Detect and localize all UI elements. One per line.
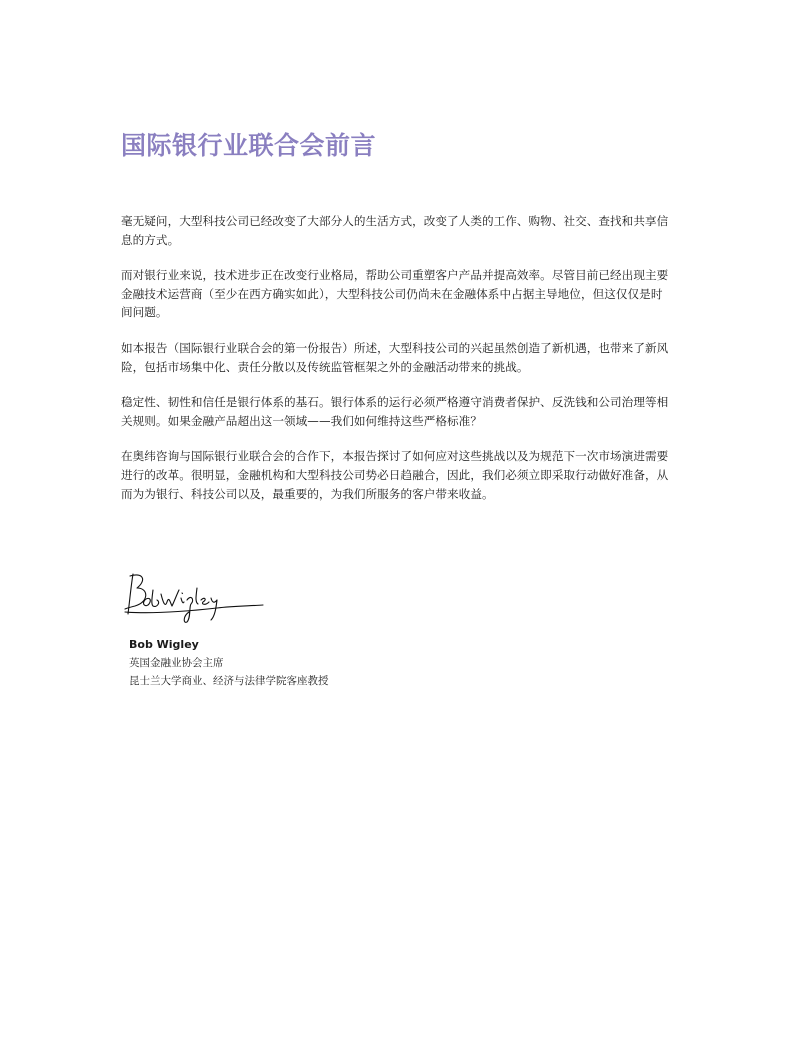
paragraph-5: 在奥纬咨询与国际银行业联合会的合作下，本报告探讨了如何应对这些挑战以及为规范下一次市场演进需要进行的改革。很明显，金融机构和大型科技公司势必日趋融合，因此，我们必须立即采取行动做好准备，从而为为银行、科技公司以及，最重要的，为我们所服务的客户带来收益。 [121,449,669,501]
paragraph-3: 如本报告（国际银行业联合会的第一份报告）所述，大型科技公司的兴起虽然创造了新机遇，也带来了新风险，包括市场集中化、责任分散以及传统监管框架之外的金融活动带来的挑战。 [121,340,669,374]
signer-role-1: 英国金融业协会主席 [129,657,224,669]
paragraph-2: 而对银行业来说，技术进步正在改变行业格局，帮助公司重塑客户产品并提高效率。尽管目前已经出现主要金融技术运营商（至少在西方确实如此），大型科技公司仍尚未在金融体系中占据主导地位，但这仅仅是时间问题。 [121,268,669,320]
paragraph-1: 毫无疑问，大型科技公司已经改变了大部分人的生活方式，改变了人类的工作、购物、社交、查找和共享信息的方式。 [121,214,669,247]
paragraph-4: 稳定性、韧性和信任是银行体系的基石。银行体系的运行必须严格遵守消费者保护、反洗钱和公司治理等相关规则。如果金融产品超出这一领域——我们如何维持这些严格标准？ [121,395,669,428]
page-title: 国际银行业联合会前言 [121,131,377,160]
signer-name: Bob Wigley [129,638,199,651]
signer-role-2: 昆士兰大学商业、经济与法律学院客座教授 [129,675,329,687]
body-text [121,212,673,520]
signer-block [129,636,329,690]
signature-image [121,568,271,628]
